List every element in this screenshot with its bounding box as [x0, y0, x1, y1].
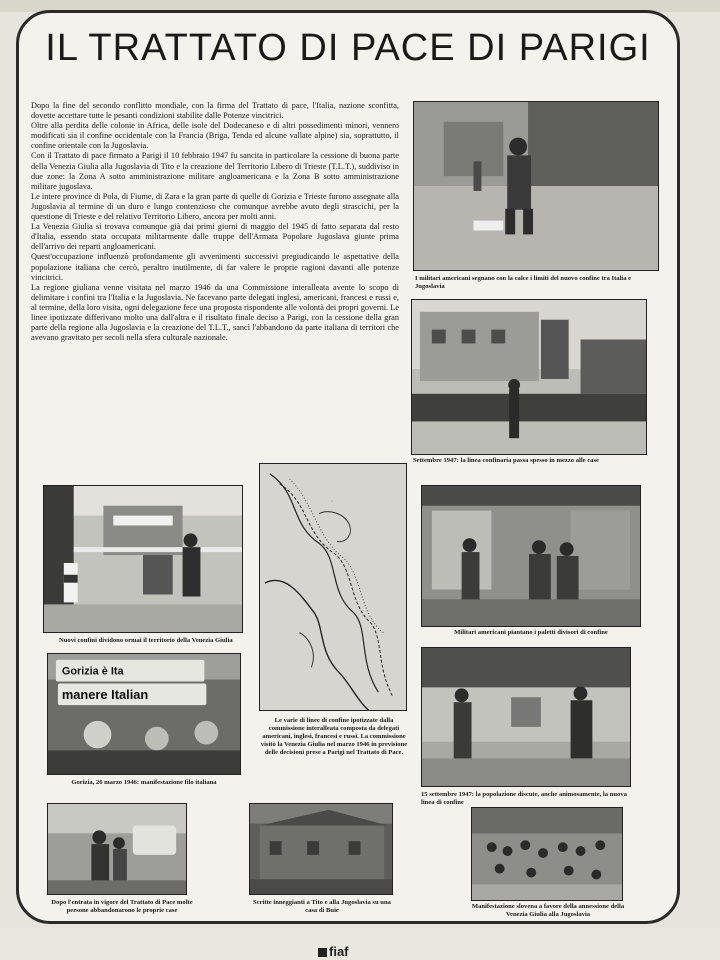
footer-logo [318, 944, 349, 959]
footer-area [0, 928, 720, 960]
photo-caption: Settembre 1947: la linea confinaria passa spesso in mezzo alle case [413, 457, 599, 464]
photo-caption: Nuovi confini dividono ormai il territorio della Venezia Giulia [59, 637, 233, 644]
photo-slovene-demonstration [471, 807, 623, 901]
paragraph: Oltre alla perdita delle colonie in Africa, delle isole del Dodecaneso e di altri possedimenti minori, vennero modificati sia il confine occidentale con la Francia (Briga, Tenda ed alcune vallate alpine) sia, soprattutto, il confine orientale con la Jugoslavia. [31, 121, 399, 151]
paragraph: Quest'occupazione influenzò profondamente gli avvenimenti successivi pregiudicando le aspettative della popolazione italiana che cercò, peraltro inutilmente, di far valere le proprie ragioni davanti alle potenze vincitrici. [31, 252, 399, 282]
photo-caption: Militari americani piantano i paletti divisori di confine [454, 629, 608, 636]
paragraph: Le intere province di Pola, di Fiume, di Zara e la gran parte di quelle di Gorizia e Trieste furono assegnate alla Jugoslavia al termine di un duro e lungo contenzioso che comunque avrebbe avuto degli strascichi, per la questione di Trieste e del relativo Territorio Libero, ancora per molti anni. [31, 191, 399, 222]
logo-mark-icon [318, 948, 327, 957]
photo-gorizia-demonstration [47, 653, 241, 775]
photo-caption: 15 settembre 1947: la popolazione discute, anche animosamente, la nuova linea di confine [421, 791, 627, 806]
paragraph: La regione giuliana venne visitata nel marzo 1946 da una Commissione interalleata avente lo scopo di delimitare i confini tra l'Italia e la Jugoslavia. Ne facevano parte delegati inglesi, americani, francesi e russi e, al termine, della loro visita, ogni delegazione fece una proposta rispondente alle volontà dei propri governi. Le linee ipotizzate differivano molto una dall'altra e il risultato finale deciso a Parigi, con la cessione della gran parte della regione alla Jugoslavia e la creazione del T.L.T., sancì l'abbandono da parte italiana di territori che avevano gravitato per secoli nella sfera culturale nazionale. [31, 282, 399, 343]
banner-text-line2: manere Italian [61, 687, 149, 703]
paragraph: Con il Trattato di pace firmato a Parigi il 10 febbraio 1947 fu sancita in particolare la cessione di buona parte della Venezia Giulia alla Jugoslavia di Tito e la creazione del Territorio Libero di Trieste (T.L.T.), suddiviso in due zone: la Zona A sotto amministrazione militare angloamericana e la Zona B sotto amministrazione militare jugoslava. [31, 151, 399, 191]
logo-text: fiaf [329, 944, 349, 959]
photo-population-discussing [421, 647, 631, 787]
photo-soldiers-planting-posts [421, 485, 641, 627]
photo-caption: Gorizia, 26 marzo 1946: manifestazione filo italiana [71, 779, 217, 786]
photo-people-leaving-homes [47, 803, 187, 895]
paragraph: La Venezia Giulia si trovava comunque già dai primi giorni di maggio del 1945 di fatto separata dal resto d'Italia, essendo stata occupata militarmente dalle truppe dell'Armata Popolare Jugoslava giunte prima dell'arrivo dei reparti angloamericani. [31, 222, 399, 252]
poster-board [16, 10, 680, 924]
photo-caption: Manifestazione slovena a favore della annessione della Venezia Giulia alla Jugoslavia [471, 903, 625, 918]
photo-caption: Scritte inneggianti a Tito e alla Jugoslavia su una casa di Buie [253, 899, 391, 914]
paragraph: Dopo la fine del secondo conflitto mondiale, con la firma del Trattato di pace, l'Italia, nazione sconfitta, dovette accettare tutte le pesanti condizioni stabilite dalle Potenze vincitrici. [31, 101, 399, 121]
svg-text:·: · [331, 498, 333, 506]
map-border-lines [259, 463, 407, 711]
banner-text-line1: Gorizia è Ita [61, 665, 124, 678]
photo-caption: I militari americani segnano con la calce i limiti del nuovo confine tra Italia e Jugoslavia [415, 275, 632, 290]
photo-border-between-houses [411, 299, 647, 455]
photo-caption: Dopo l'entrata in vigore del Trattato di Pace molte persone abbandonarono le proprie case [51, 899, 193, 914]
photo-checkpoint [43, 485, 243, 633]
poster-title: IL TRATTATO DI PACE DI PARIGI [45, 27, 651, 69]
photo-soldiers-marking-border [413, 101, 659, 271]
photo-house-buie [249, 803, 393, 895]
map-caption: Le varie di linee di confine ipotizzate dalla commissione interalleata composta da delegati americani, inglesi, francesi e russi. La commissione visitò la Venezia Giulia nel marzo 1946 in previsione delle decisioni prese a Parigi nel Trattato di Pace. [260, 717, 408, 756]
article-text [31, 101, 399, 343]
